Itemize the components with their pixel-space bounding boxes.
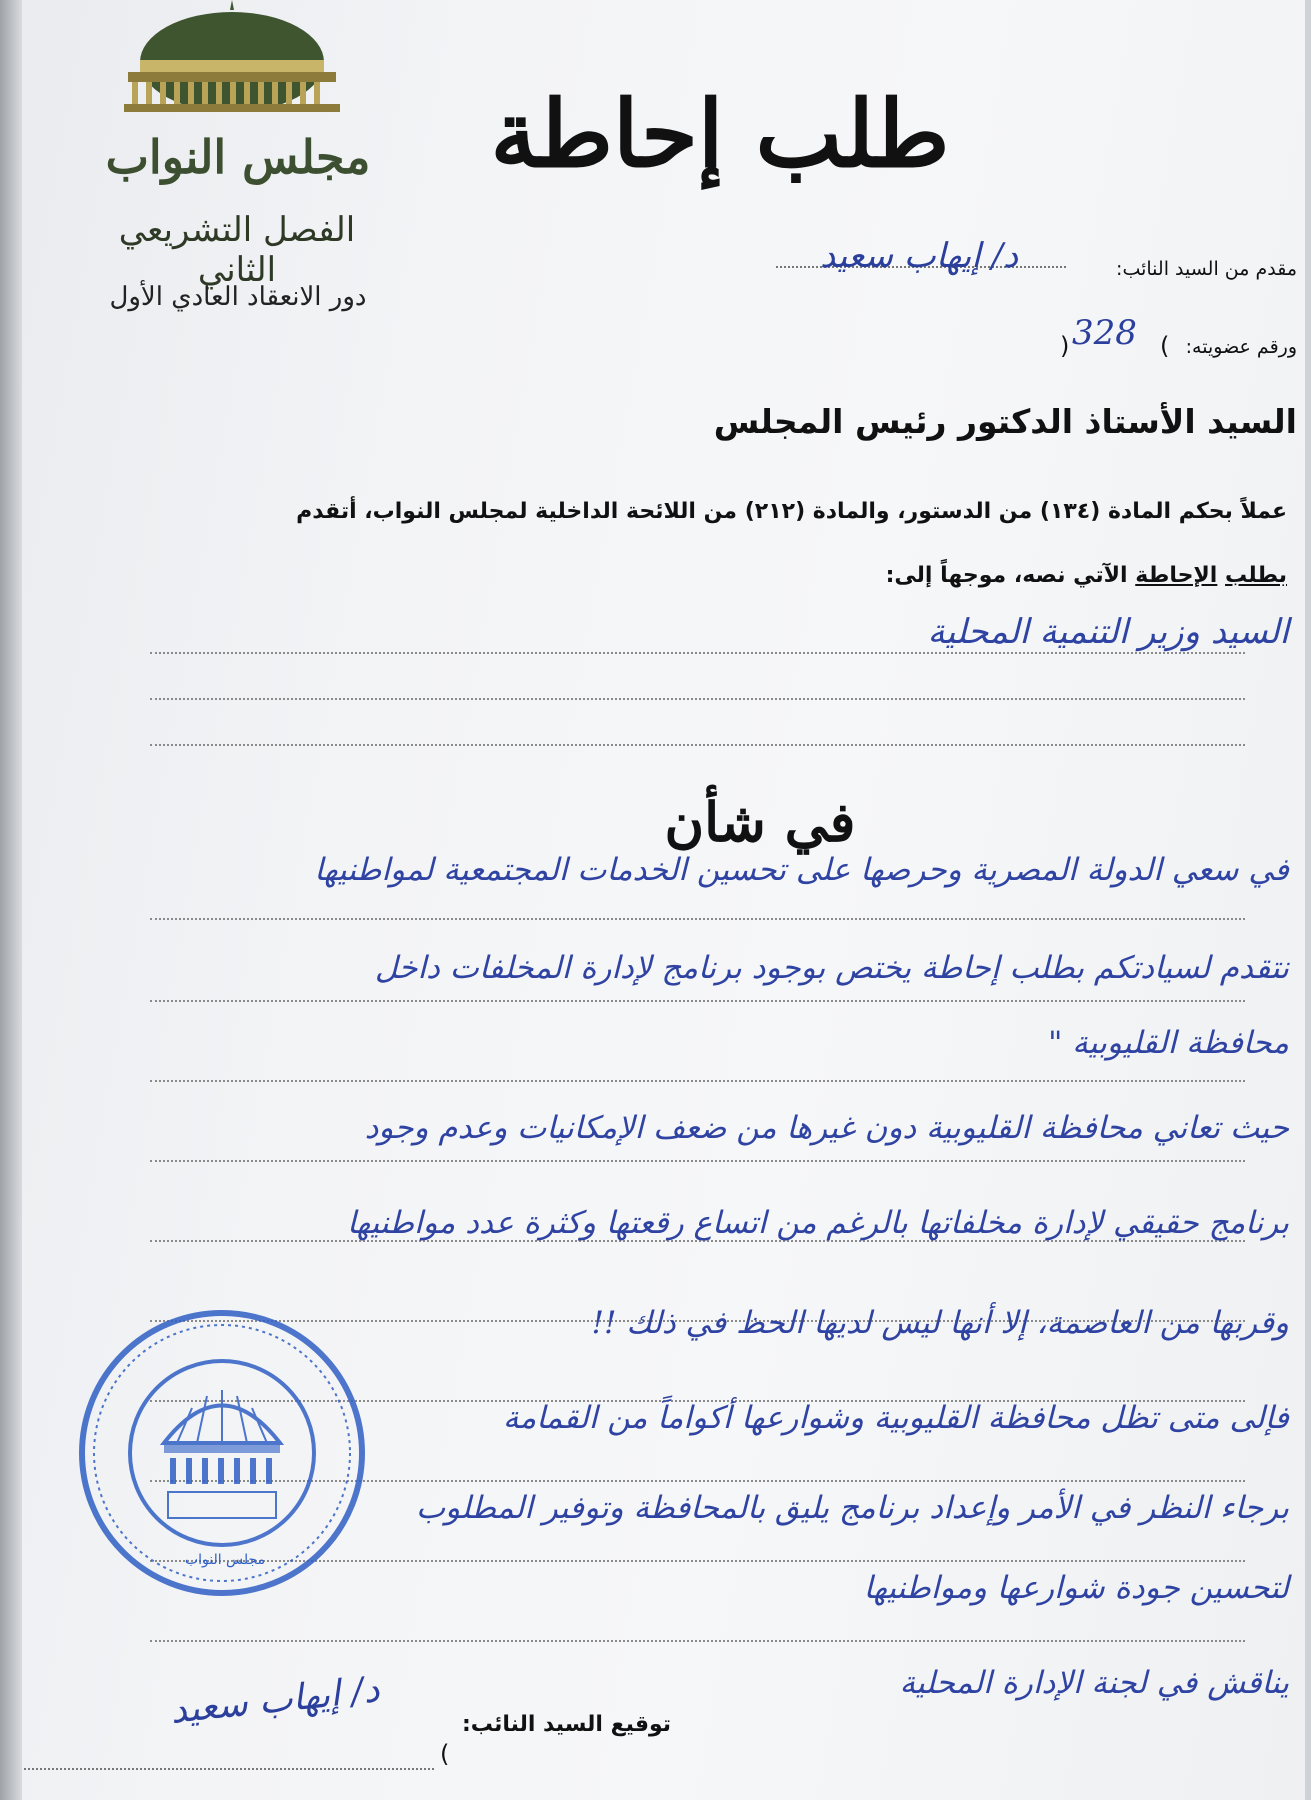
membership-paren-close: )	[1060, 332, 1070, 360]
submitted-by-label: مقدم من السيد النائب:	[1116, 258, 1297, 280]
membership-paren-open: (	[1160, 332, 1170, 360]
signature-paren-open: (	[440, 1740, 450, 1768]
logo-name: مجلس النواب	[105, 130, 371, 184]
directed-to-line-2	[150, 698, 1245, 700]
handwritten-line: يناقش في لجنة الإدارة المحلية	[899, 1665, 1289, 1701]
handwritten-line: برنامج حقيقي لإدارة مخلفاتها بالرغم من اتساع رقعتها وكثرة عدد مواطنيها	[346, 1205, 1289, 1241]
request-intro-post: الآتي نصه، موجهاً إلى:	[885, 563, 1128, 588]
document-title: طلب إحاطة	[490, 80, 950, 188]
directed-to-value: السيد وزير التنمية المحلية	[927, 612, 1289, 652]
signature-line	[24, 1768, 434, 1770]
stamp-label: مجلس النواب	[184, 1552, 266, 1568]
handwritten-line: وقربها من العاصمة، إلا أنها ليس لديها الحظ في ذلك !!	[591, 1305, 1289, 1341]
signature-label: توقيع السيد النائب:	[462, 1712, 672, 1737]
logo-term: الفصل التشريعي الثاني	[118, 210, 356, 290]
handwritten-line: في سعي الدولة المصرية وحرصها على تحسين الخدمات المجتمعية لمواطنيها	[314, 852, 1289, 888]
ruled-line	[150, 1160, 1245, 1162]
page-shadow	[1305, 0, 1311, 1800]
signature-value: د/ إيهاب سعيد	[168, 1669, 382, 1732]
logo-session: دور الانعقاد العادي الأول	[109, 282, 367, 312]
handwritten-line: محافظة القليوبية "	[1048, 1025, 1289, 1061]
handwritten-line: لتحسين جودة شوارعها ومواطنيها	[863, 1570, 1289, 1606]
request-intro-type: الإحاطة	[1135, 563, 1218, 588]
addressee-heading: السيد الأستاذ الدكتور رئيس المجلس	[713, 402, 1297, 441]
submitted-by-value: د/ إيهاب سعيد	[820, 236, 1019, 276]
handwritten-line: نتقدم لسيادتكم بطلب إحاطة يختص بوجود برنامج لإدارة المخلفات داخل	[374, 950, 1289, 986]
ruled-line	[150, 918, 1245, 920]
page-edge	[0, 0, 22, 1800]
handwritten-line: حيث تعاني محافظة القليوبية دون غيرها من ضعف الإمكانيات وعدم وجود	[364, 1110, 1289, 1146]
handwritten-line: برجاء النظر في الأمر وإعداد برنامج يليق بالمحافظة وتوفير المطلوب	[415, 1490, 1289, 1526]
membership-label: ورقم عضويته:	[1185, 336, 1297, 358]
legal-basis-text: عملاً بحكم المادة (١٣٤) من الدستور، والمادة (٢١٢) من اللائحة الداخلية لمجلس النواب، أتقدم	[296, 499, 1287, 524]
regarding-heading: في شأن	[664, 790, 856, 854]
ruled-line	[150, 1080, 1245, 1082]
ruled-line	[150, 1640, 1245, 1642]
ruled-line	[150, 1000, 1245, 1002]
request-intro	[886, 563, 1287, 588]
directed-to-line-3	[150, 744, 1245, 746]
request-intro-pre: بطلب	[1225, 563, 1287, 588]
directed-to-line-1	[150, 652, 1245, 654]
handwritten-line: فإلى متى تظل محافظة القليوبية وشوارعها أكواماً من القمامة	[503, 1400, 1289, 1436]
membership-value: 328	[1072, 313, 1137, 353]
